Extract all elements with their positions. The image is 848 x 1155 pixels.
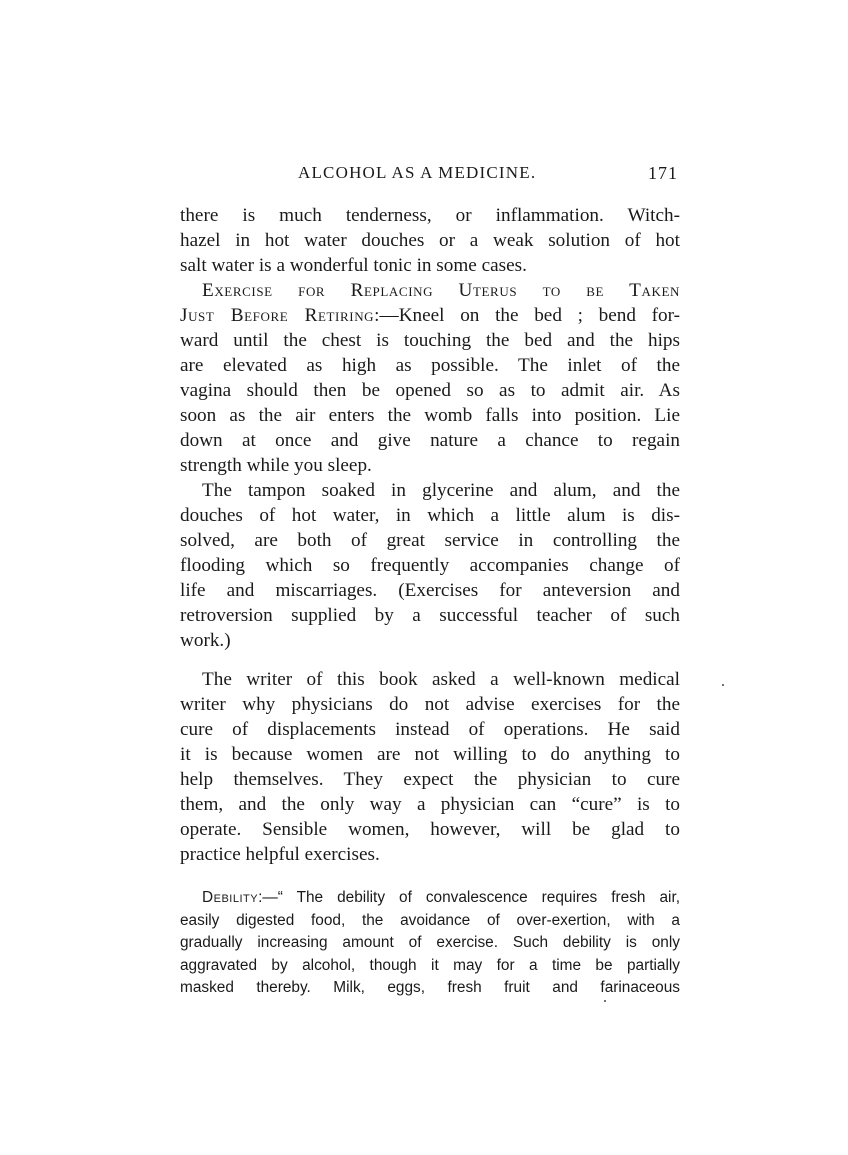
paragraph-line: help themselves. They expect the physician to cure bbox=[180, 769, 680, 790]
debility-note-line: gradually increasing amount of exercise. Such debility is only bbox=[180, 934, 680, 951]
debility-note-line: aggravated by alcohol, though it may for a time be partially bbox=[180, 956, 680, 974]
paragraph-line: are elevated as high as possible. The inlet of the bbox=[180, 355, 680, 376]
paragraph-line: cure of displacements instead of operations. He said bbox=[180, 719, 680, 740]
paragraph-gap bbox=[180, 653, 680, 667]
paragraph-line: hazel in hot water douches or a weak solution of hot bbox=[180, 230, 680, 251]
paragraph-line: flooding which so frequently accompanies change of bbox=[180, 555, 680, 576]
debility-note-line: easily digested food, the avoidance of over-exertion, with a bbox=[180, 911, 680, 929]
paragraph-line: work.) bbox=[180, 630, 231, 651]
paragraph-line: practice helpful exercises. bbox=[180, 844, 380, 865]
paragraph-line: it is because women are not willing to do anything to bbox=[180, 744, 680, 765]
paragraph-line: douches of hot water, in which a little alum is dis- bbox=[180, 505, 680, 526]
scan-speck bbox=[604, 1000, 606, 1002]
debility-text: :—“ The debility of convalescence requires fresh air, bbox=[258, 889, 680, 906]
running-title: ALCOHOL AS A MEDICINE. bbox=[298, 163, 537, 182]
debility-label: Debility bbox=[202, 889, 259, 906]
paragraph-line: writer why physicians do not advise exercises for the bbox=[180, 694, 680, 715]
scan-speck bbox=[722, 684, 724, 686]
exercise-heading bbox=[180, 278, 680, 303]
section-gap bbox=[180, 867, 680, 887]
page-number: 171 bbox=[648, 163, 678, 183]
paragraph-line: The tampon soaked in glycerine and alum, and the bbox=[202, 480, 680, 501]
paragraph-line: soon as the air enters the womb falls into position. Lie bbox=[180, 405, 680, 426]
exercise-heading-caps: Just Before Retiring bbox=[180, 305, 375, 326]
paragraph-line: them, and the only way a physician can “cure” is to bbox=[180, 794, 680, 815]
running-head bbox=[180, 163, 680, 187]
paragraph-line: life and miscarriages. (Exercises for anteversion and bbox=[180, 580, 680, 601]
debility-note-line bbox=[180, 887, 680, 910]
debility-note-line: masked thereby. Milk, eggs, fresh fruit and farinaceous bbox=[180, 979, 680, 996]
paragraph-line: there is much tenderness, or inflammation. Witch- bbox=[180, 205, 680, 226]
paragraph-line: strength while you sleep. bbox=[180, 455, 372, 476]
exercise-text: :—Kneel on the bed ; bend for- bbox=[374, 305, 681, 326]
paragraph-line: The writer of this book asked a well-known medical bbox=[202, 669, 680, 690]
exercise-heading-continued bbox=[180, 303, 680, 328]
paragraph-line: down at once and give nature a chance to regain bbox=[180, 430, 680, 451]
exercise-heading-caps: Exercise for Replacing Uterus to be Taken bbox=[202, 280, 680, 301]
paragraph-line: retroversion supplied by a successful teacher of such bbox=[180, 605, 680, 626]
body-text bbox=[180, 203, 680, 1000]
paragraph-line: solved, are both of great service in controlling the bbox=[180, 530, 680, 551]
paragraph-line: ward until the chest is touching the bed and the hips bbox=[180, 330, 680, 351]
paragraph-line: vagina should then be opened so as to admit air. As bbox=[180, 380, 680, 401]
paragraph-line: operate. Sensible women, however, will be glad to bbox=[180, 819, 680, 840]
paragraph-line: salt water is a wonderful tonic in some cases. bbox=[180, 255, 527, 276]
